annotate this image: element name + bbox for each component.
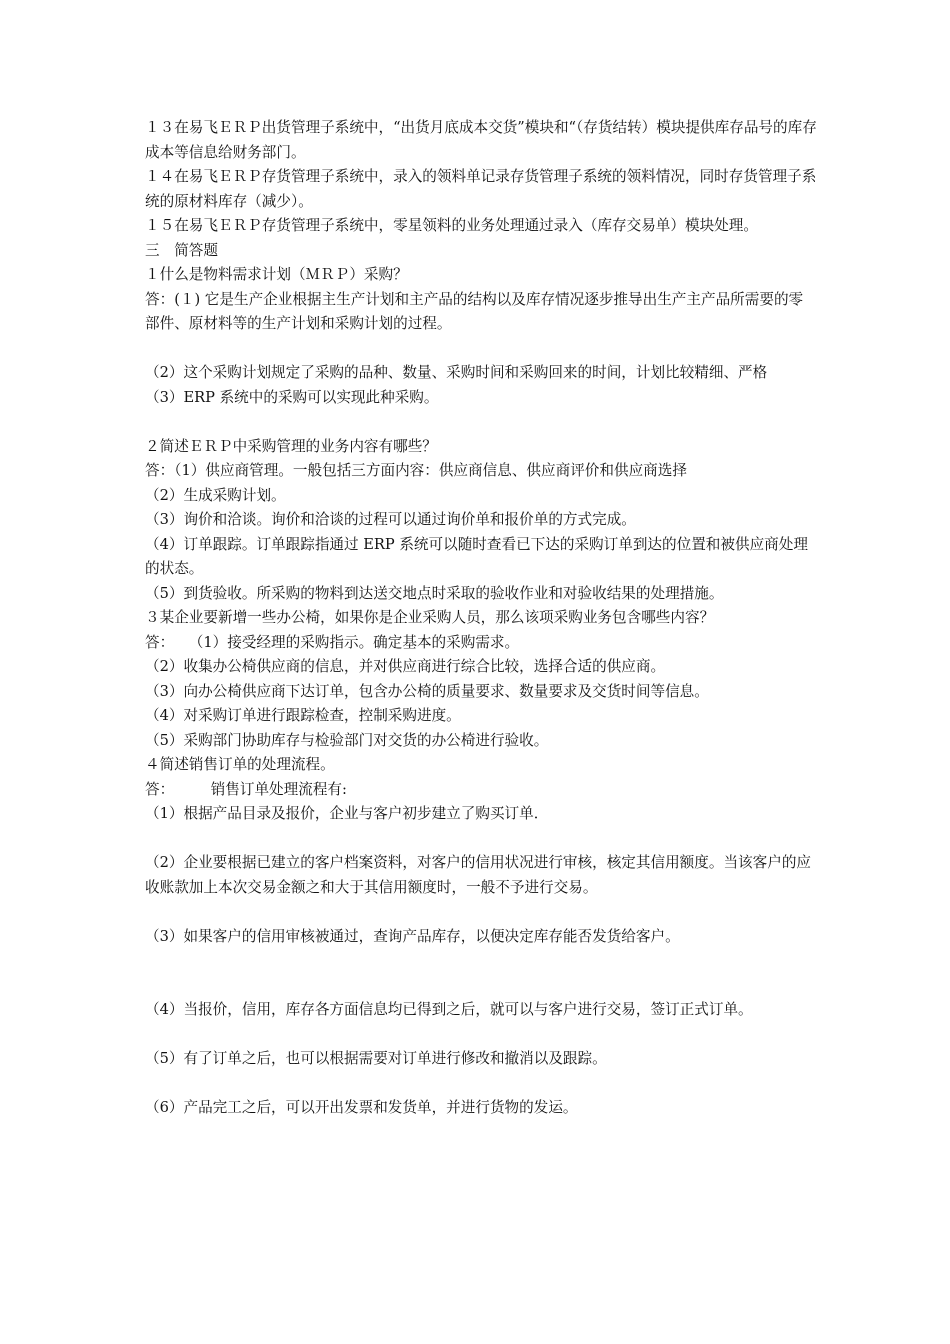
answer-15: １５在易飞ＥＲＰ存货管理子系统中，零星领料的业务处理通过录入（库存交易单）模块处理。 bbox=[145, 217, 758, 234]
answer-3-point-3: （3）向办公椅供应商下达订单，包含办公椅的质量要求、数量要求及交货时间等信息。 bbox=[145, 682, 709, 700]
spacer bbox=[145, 410, 817, 435]
answer-4-point-2: （2）企业要根据已建立的客户档案资料，对客户的信用状况进行审核，核定其信用额度。当该客户的应收账款加上本次交易金额之和大于其信用额度时，一般不予进行交易。 bbox=[145, 854, 812, 896]
spacer bbox=[145, 1072, 817, 1097]
question-4: ４简述销售订单的处理流程。 bbox=[145, 756, 335, 773]
answer-2-point-1: 答：（1）供应商管理。一般包括三方面内容：供应商信息、供应商评价和供应商选择 bbox=[145, 462, 687, 479]
answer-2-point-3: （3）询价和洽谈。询价和洽谈的过程可以通过询价单和报价单的方式完成。 bbox=[145, 511, 636, 528]
answer-13: １３在易飞ＥＲＰ出货管理子系统中，“出货月底成本交货”模块和“（存货结转）模块提供库存品号的库存成本等信息给财务部门。 bbox=[145, 119, 817, 161]
answer-14: １４在易飞ＥＲＰ存货管理子系统中，录入的领料单记录存货管理子系统的领料情况，同时存货管理子系统的原材料库存（减少）。 bbox=[145, 168, 817, 210]
answer-2-point-4: （4）订单跟踪。订单跟踪指通过 ERP 系统可以随时查看已下达的采购订单到达的位置和被供应商处理的状态。 bbox=[145, 535, 808, 577]
spacer bbox=[145, 827, 817, 852]
section-heading: 三 简答题 bbox=[145, 241, 218, 259]
spacer bbox=[145, 337, 817, 362]
question-3: ３某企业要新增一些办公椅，如果你是企业采购人员，那么该项采购业务包含哪些内容？ bbox=[145, 609, 715, 626]
spacer bbox=[145, 949, 817, 998]
document-body bbox=[145, 116, 817, 1121]
answer-4-point-1: （1）根据产品目录及报价，企业与客户初步建立了购买订单． bbox=[145, 805, 549, 822]
answer-3-point-1: 答： （1）接受经理的采购指示。确定基本的采购需求。 bbox=[145, 633, 520, 651]
answer-1-point-1: 答：(１) 它是生产企业根据主生产计划和主产品的结构以及库存情况逐步推导出生产主产品所需要的零部件、原材料等的生产计划和采购计划的过程。 bbox=[145, 290, 804, 332]
answer-1-point-3: （3）ERP 系统中的采购可以实现此种采购。 bbox=[145, 388, 439, 406]
answer-3-point-2: （2）收集办公椅供应商的信息，并对供应商进行综合比较，选择合适的供应商。 bbox=[145, 658, 666, 675]
answer-4-intro: 答： 销售订单处理流程有: bbox=[145, 780, 347, 798]
answer-4-point-4: （4）当报价，信用，库存各方面信息均已得到之后，就可以与客户进行交易，签订正式订单。 bbox=[145, 1001, 753, 1018]
question-2: ２简述ＥＲＰ中采购管理的业务内容有哪些？ bbox=[145, 437, 437, 455]
question-1: １什么是物料需求计划（ＭＲＰ）采购？ bbox=[145, 266, 408, 283]
answer-1-point-2: （2）这个采购计划规定了采购的品种、数量、采购时间和采购回来的时间，计划比较精细、严格 bbox=[145, 364, 768, 381]
answer-4-point-6: （6）产品完工之后，可以开出发票和发货单，并进行货物的发运。 bbox=[145, 1099, 578, 1116]
answer-4-point-3: （3）如果客户的信用审核被通过，查询产品库存，以便决定库存能否发货给客户。 bbox=[145, 927, 680, 945]
spacer bbox=[145, 900, 817, 925]
answer-2-point-2: （2）生成采购计划。 bbox=[145, 486, 286, 504]
spacer bbox=[145, 1023, 817, 1048]
answer-4-point-5: （5）有了订单之后，也可以根据需要对订单进行修改和撤消以及跟踪。 bbox=[145, 1050, 607, 1067]
answer-3-point-5: （5）采购部门协助库存与检验部门对交货的办公椅进行验收。 bbox=[145, 731, 549, 749]
answer-2-point-5: （5）到货验收。所采购的物料到达送交地点时采取的验收作业和对验收结果的处理措施。 bbox=[145, 584, 724, 602]
answer-3-point-4: （4）对采购订单进行跟踪检查，控制采购进度。 bbox=[145, 707, 461, 724]
